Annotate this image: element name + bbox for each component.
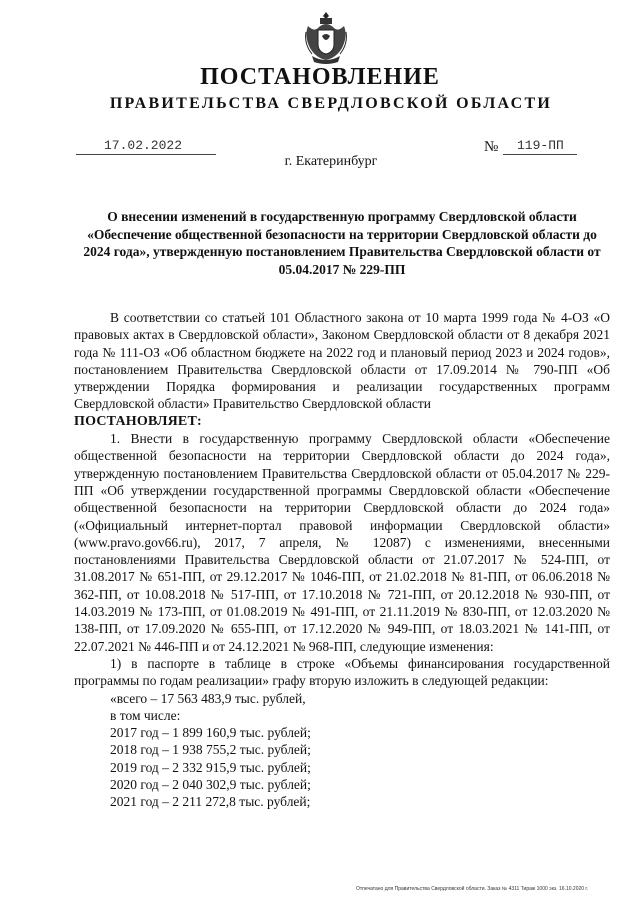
funding-line: 2020 год – 2 040 302,9 тыс. рублей;	[110, 777, 311, 793]
document-subtitle: ПРАВИТЕЛЬСТВА СВЕРДЛОВСКОЙ ОБЛАСТИ	[109, 95, 553, 112]
coat-of-arms-emblem	[302, 10, 350, 66]
number-label: №	[484, 139, 499, 155]
document-city: г. Екатеринбург	[284, 154, 378, 169]
document-title: ПОСТАНОВЛЕНИЕ	[200, 64, 440, 90]
funding-line: 2019 год – 2 332 915,9 тыс. рублей;	[110, 759, 311, 775]
decree-word: ПОСТАНОВЛЯЕТ:	[74, 413, 202, 429]
funding-line: в том числе:	[110, 707, 181, 723]
funding-line: 2017 год – 1 899 160,9 тыс. рублей;	[110, 725, 311, 741]
subitem-1-paragraph: 1) в паспорте в таблице в строке «Объемы финансирования государственной программы по годам реализации» графу вторую изложить в следующей редакции:	[74, 655, 610, 689]
preamble-paragraph: В соответствии со статьей 101 Областного закона от 10 марта 1999 года № 4-ОЗ «О правовых актах в Свердловской области», Законом Свердловской области от 8 декабря 2021 года № 111-ОЗ «Об областном бюджете на 2022 год и плановый период 2023 и 2024 годов», постановлением Правительства Свердловской области от 17.09.2014 № 790-ПП «Об утверждении Порядка формирования и реализации государственных программ Свердловской области» Правительство Свердловской области	[74, 310, 610, 412]
document-number: 119-ПП	[503, 138, 577, 155]
print-footer: Отпечатано для Правительства Свердловской области. Заказ № 4311 Тираж 1000 экз. 16.10.2020 г.	[356, 886, 589, 892]
item-1-paragraph: 1. Внести в государственную программу Свердловской области «Обеспечение общественной безопасности на территории Свердловской области до 2024 года», утвержденную постановлением Правительства Свердловской области от 05.04.2017 № 229-ПП «Об утверждении государственной программы Свердловской области «Обеспечение общественной безопасности на территории Свердловской области до 2024 года» («Официальный интернет-портал правовой информации Свердловской области» (www.pravo.gov66.ru), 2017, 7 апреля, № 12087) с изменениями, внесенными постановлениями Правительства Свердловской области от 21.07.2017 № 524-ПП, от 31.08.2017 № 651-ПП, от 29.12.2017 № 1046-ПП, от 21.02.2018 № 81-ПП, от 06.06.2018 № 362-ПП, от 10.08.2018 № 517-ПП, от 17.10.2018 № 721-ПП, от 20.12.2018 № 930-ПП, от 14.03.2019 № 173-ПП, от 01.08.2019 № 491-ПП, от 21.11.2019 № 830-ПП, от 12.03.2020 № 138-ПП, от 17.09.2020 № 655-ПП, от 17.12.2020 № 949-ПП, от 18.03.2021 № 141-ПП, от 22.07.2021 № 446-ПП и от 24.12.2021 № 968-ПП, следующие изменения:	[74, 431, 610, 654]
funding-line: 2021 год – 2 211 272,8 тыс. рублей;	[110, 794, 311, 810]
document-body	[74, 309, 610, 811]
document-date: 17.02.2022	[76, 138, 216, 155]
funding-line: 2018 год – 1 938 755,2 тыс. рублей;	[110, 742, 311, 758]
document-heading: О внесении изменений в государственную программу Свердловской области «Обеспечение общественной безопасности на территории Свердловской области до 2024 года», утвержденную постановлением Правительства Свердловской области от 05.04.2017 № 229-ПП	[83, 209, 601, 277]
funding-line: «всего – 17 563 483,9 тыс. рублей,	[110, 690, 306, 706]
